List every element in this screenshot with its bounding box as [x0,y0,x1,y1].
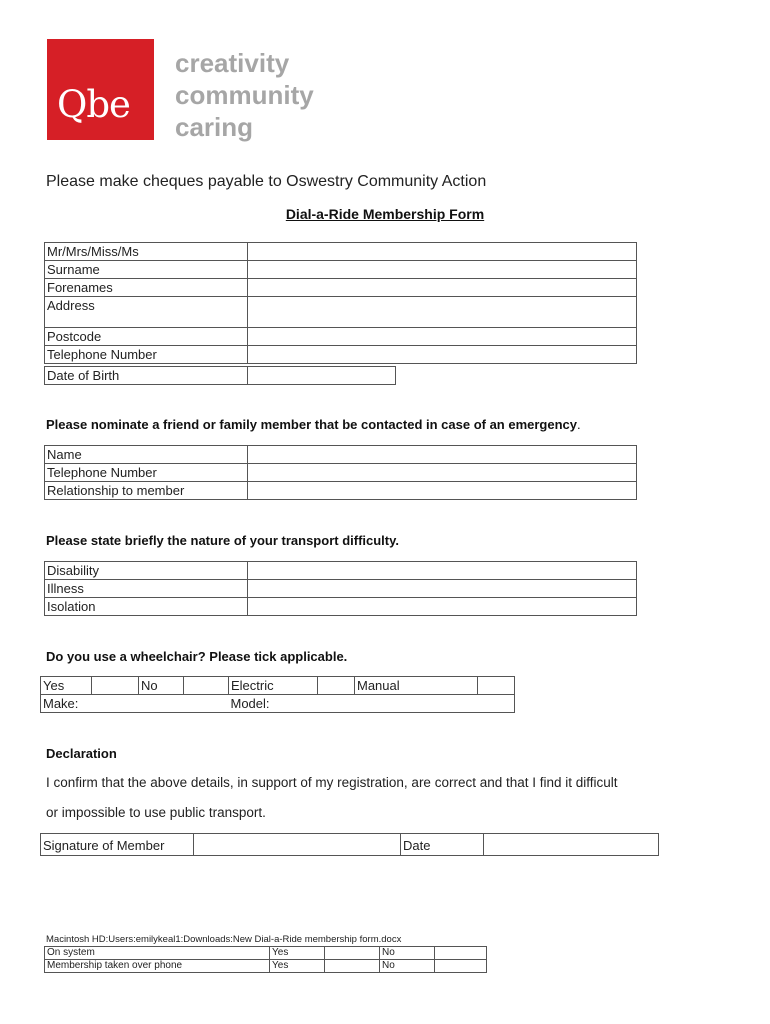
difficulty-table [44,561,637,616]
field-label: Forenames [45,279,248,297]
emergency-relationship-field[interactable] [248,482,637,500]
form-title: Dial-a-Ride Membership Form [285,206,485,222]
make-field[interactable]: Make: [41,695,229,713]
manual-label: Manual [355,677,478,695]
address-field[interactable] [248,297,637,328]
field-label: Name [45,446,248,464]
office-yes-label: Yes [270,960,325,973]
field-label: Relationship to member [45,482,248,500]
postcode-field[interactable] [248,328,637,346]
emergency-heading-text: Please nominate a friend or family member that be contacted in case of an emergency [46,417,578,432]
field-label: Disability [45,562,248,580]
signature-label: Signature of Member [41,834,194,856]
disability-field[interactable] [248,562,637,580]
field-label: Isolation [45,598,248,616]
surname-field[interactable] [248,261,637,279]
emergency-heading-period: . [577,417,581,432]
emergency-name-field[interactable] [248,446,637,464]
date-label: Date [401,834,484,856]
signature-table [40,833,659,856]
office-row-label: On system [45,947,270,960]
personal-details-table [44,242,637,364]
field-label: Postcode [45,328,248,346]
office-no-label: No [380,947,435,960]
office-yes-box[interactable] [325,947,380,960]
field-label: Address [45,297,248,328]
electric-label: Electric [229,677,318,695]
tagline-line: caring [175,112,254,142]
field-label: Telephone Number [45,346,248,364]
illness-field[interactable] [248,580,637,598]
office-row-label: Membership taken over phone [45,960,270,973]
model-field[interactable]: Model: [229,695,515,713]
office-yes-label: Yes [270,947,325,960]
logo-text: Qbe [57,83,130,126]
no-label: No [139,677,184,695]
isolation-field[interactable] [248,598,637,616]
office-no-box[interactable] [435,947,487,960]
tagline [175,47,314,143]
difficulty-heading: Please state briefly the nature of your transport difficulty. [46,533,399,548]
field-label: Mr/Mrs/Miss/Ms [45,243,248,261]
forenames-field[interactable] [248,279,637,297]
telephone-field[interactable] [248,346,637,364]
office-no-label: No [380,960,435,973]
declaration-text-line: I confirm that the above details, in support of my registration, are correct and that I find it difficult [46,775,618,790]
cheques-note: Please make cheques payable to Oswestry Community Action [46,173,487,190]
office-no-box[interactable] [435,960,487,973]
field-label: Surname [45,261,248,279]
file-path: Macintosh HD:Users:emilykeal1:Downloads:New Dial-a-Ride membership form.docx [46,934,402,945]
tagline-line: community [175,80,314,110]
title-field[interactable] [248,243,637,261]
yes-tickbox[interactable] [92,677,139,695]
field-label: Illness [45,580,248,598]
signature-field[interactable] [194,834,401,856]
tagline-line: creativity [175,48,290,78]
office-yes-box[interactable] [325,960,380,973]
electric-tickbox[interactable] [318,677,355,695]
declaration-text-line: or impossible to use public transport. [46,805,266,820]
date-of-birth-field[interactable] [248,367,396,385]
declaration-heading: Declaration [46,746,117,761]
field-label: Telephone Number [45,464,248,482]
field-label: Date of Birth [45,367,248,385]
dob-table [44,366,396,385]
wheelchair-heading: Do you use a wheelchair? Please tick applicable. [46,649,348,664]
emergency-heading [46,417,581,432]
office-use-table [44,946,487,973]
no-tickbox[interactable] [184,677,229,695]
wheelchair-table [40,676,515,713]
emergency-table [44,445,637,500]
manual-tickbox[interactable] [478,677,515,695]
yes-label: Yes [41,677,92,695]
signature-date-field[interactable] [484,834,659,856]
emergency-telephone-field[interactable] [248,464,637,482]
